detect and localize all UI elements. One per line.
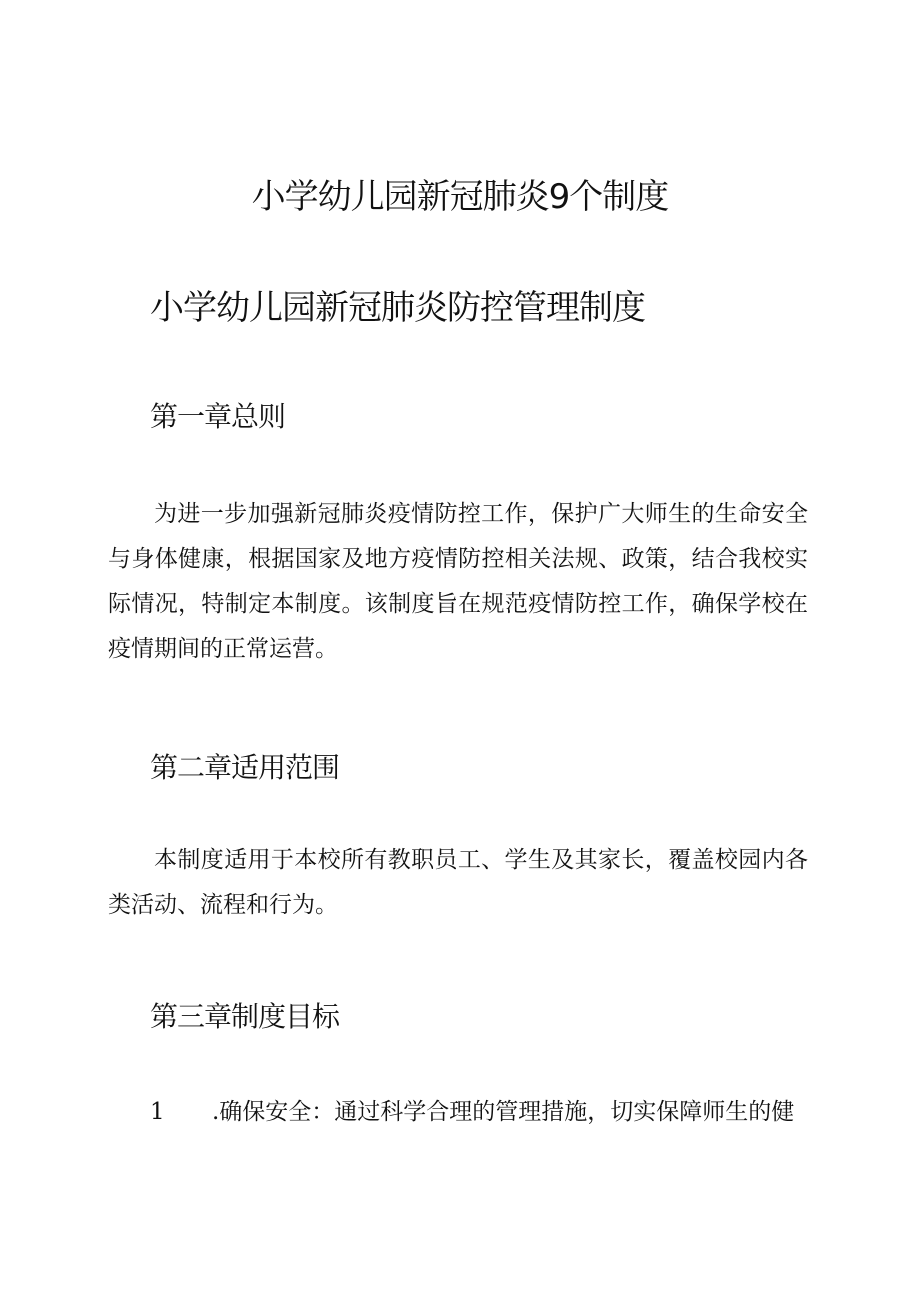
document-title: 小学幼儿园新冠肺炎9个制度 — [251, 177, 669, 217]
chapter-heading-1: 第一章总则 — [150, 400, 286, 433]
chapter-heading-2: 第二章适用范围 — [150, 751, 340, 784]
chapter-1-paragraph: 为进一步加强新冠肺炎疫情防控工作，保护广大师生的生命安全与身体健康，根据国家及地方疫情防控相关法规、政策，结合我校实际情况，特制定本制度。该制度旨在规范疫情防控工作，确保学校在疫情期间的正常运营。 — [108, 501, 808, 662]
chapter-2-paragraph: 本制度适用于本校所有教职员工、学生及其家长，覆盖校园内各类活动、流程和行为。 — [108, 847, 808, 918]
document-subtitle: 小学幼儿园新冠肺炎防控管理制度 — [150, 288, 645, 328]
list-item-number: 1 — [150, 1099, 165, 1125]
list-item-text: .确保安全：通过科学合理的管理措施，切实保障师生的健 — [212, 1099, 795, 1125]
chapter-heading-3: 第三章制度目标 — [150, 1000, 340, 1033]
list-item — [150, 1090, 810, 1135]
